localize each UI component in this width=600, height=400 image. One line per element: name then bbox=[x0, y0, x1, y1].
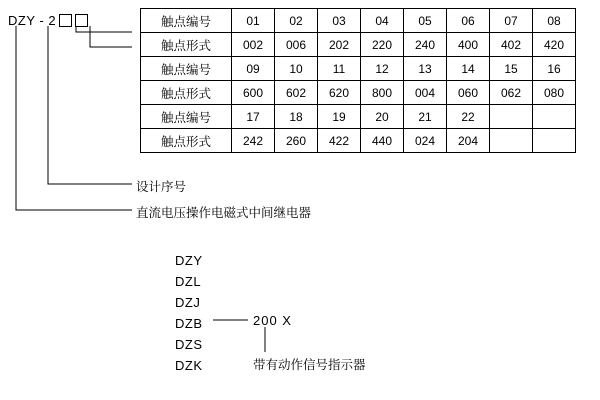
table-cell: 05 bbox=[404, 9, 447, 33]
table-cell: 21 bbox=[404, 105, 447, 129]
table-cell: 402 bbox=[490, 33, 533, 57]
contact-spec-table bbox=[140, 8, 576, 153]
table-cell: 12 bbox=[361, 57, 404, 81]
table-cell: 16 bbox=[533, 57, 576, 81]
table-cell: 422 bbox=[318, 129, 361, 153]
table-cell: 202 bbox=[318, 33, 361, 57]
list-item: DZY bbox=[175, 253, 203, 268]
table-body bbox=[141, 9, 576, 153]
table-cell: 03 bbox=[318, 9, 361, 33]
list-item: DZJ bbox=[175, 295, 201, 310]
table-cell: 07 bbox=[490, 9, 533, 33]
table-cell: 08 bbox=[533, 9, 576, 33]
table-cell: 01 bbox=[232, 9, 275, 33]
table-cell: 060 bbox=[447, 81, 490, 105]
table-cell: 260 bbox=[275, 129, 318, 153]
table-cell: 420 bbox=[533, 33, 576, 57]
list-item: DZB bbox=[175, 316, 203, 331]
table-cell: 04 bbox=[361, 9, 404, 33]
series-suffix-label: 200 X bbox=[253, 313, 292, 328]
model-code bbox=[8, 12, 88, 28]
table-cell: 240 bbox=[404, 33, 447, 57]
table-cell: 002 bbox=[232, 33, 275, 57]
table-row bbox=[141, 81, 576, 105]
table-cell: 620 bbox=[318, 81, 361, 105]
table-cell: 004 bbox=[404, 81, 447, 105]
table-cell: 06 bbox=[447, 9, 490, 33]
callout-design-serial: 设计序号 bbox=[136, 180, 187, 194]
table-cell: 18 bbox=[275, 105, 318, 129]
row-header: 触点编号 bbox=[141, 105, 232, 129]
table-cell: 20 bbox=[361, 105, 404, 129]
table-cell: 602 bbox=[275, 81, 318, 105]
model-code-box-2 bbox=[75, 14, 88, 27]
table-cell bbox=[533, 105, 576, 129]
list-item: DZK bbox=[175, 358, 203, 373]
table-row bbox=[141, 105, 576, 129]
table-cell bbox=[490, 105, 533, 129]
table-cell: 11 bbox=[318, 57, 361, 81]
table-cell: 15 bbox=[490, 57, 533, 81]
table-cell: 10 bbox=[275, 57, 318, 81]
row-header: 触点形式 bbox=[141, 129, 232, 153]
table-cell: 204 bbox=[447, 129, 490, 153]
row-header: 触点形式 bbox=[141, 81, 232, 105]
table-cell: 14 bbox=[447, 57, 490, 81]
table-cell: 800 bbox=[361, 81, 404, 105]
indicator-note-label: 带有动作信号指示器 bbox=[253, 358, 366, 372]
table-cell bbox=[533, 129, 576, 153]
table-row bbox=[141, 9, 576, 33]
table-row bbox=[141, 57, 576, 81]
table-cell: 02 bbox=[275, 9, 318, 33]
table-cell bbox=[490, 129, 533, 153]
list-item: DZL bbox=[175, 274, 202, 289]
table-cell: 13 bbox=[404, 57, 447, 81]
model-code-text: DZY - 2 bbox=[8, 13, 57, 29]
table-cell: 062 bbox=[490, 81, 533, 105]
table-cell: 400 bbox=[447, 33, 490, 57]
table-cell: 19 bbox=[318, 105, 361, 129]
table-cell: 220 bbox=[361, 33, 404, 57]
table-row bbox=[141, 129, 576, 153]
row-header: 触点形式 bbox=[141, 33, 232, 57]
table-row bbox=[141, 33, 576, 57]
row-header: 触点编号 bbox=[141, 57, 232, 81]
table-cell: 17 bbox=[232, 105, 275, 129]
model-code-box-1 bbox=[59, 14, 72, 27]
table-cell: 440 bbox=[361, 129, 404, 153]
table-cell: 006 bbox=[275, 33, 318, 57]
list-item: DZS bbox=[175, 337, 203, 352]
table-cell: 600 bbox=[232, 81, 275, 105]
table-cell: 09 bbox=[232, 57, 275, 81]
table-cell: 242 bbox=[232, 129, 275, 153]
table-cell: 024 bbox=[404, 129, 447, 153]
table-cell: 080 bbox=[533, 81, 576, 105]
series-list bbox=[175, 250, 203, 376]
row-header: 触点编号 bbox=[141, 9, 232, 33]
table-cell: 22 bbox=[447, 105, 490, 129]
callout-relay-type: 直流电压操作电磁式中间继电器 bbox=[136, 206, 312, 220]
